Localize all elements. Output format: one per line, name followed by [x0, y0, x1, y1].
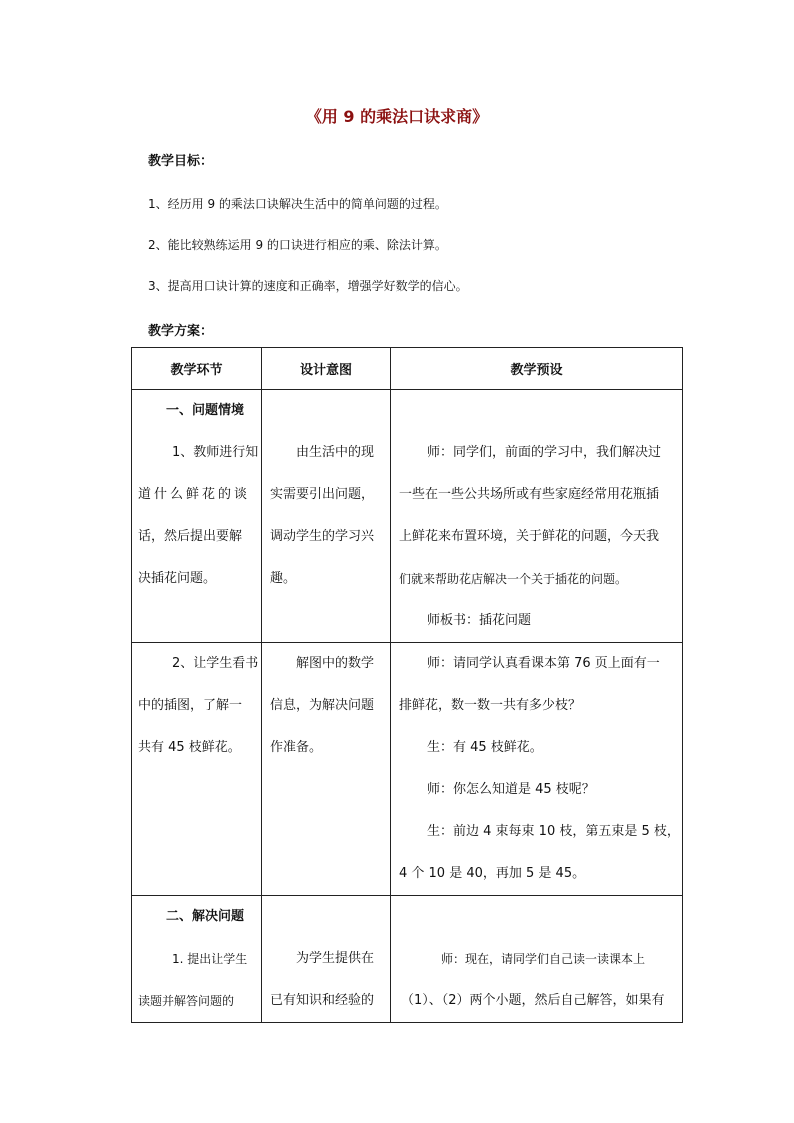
cell-line: 排鲜花，数一数一共有多少枝？ [399, 698, 582, 713]
cell-line: 解图中的数学 [296, 656, 375, 671]
table-header-row [132, 348, 683, 390]
stage-cell [132, 643, 262, 896]
cell-line: 调动学生的学习兴 [270, 529, 375, 544]
stage-cell [132, 896, 262, 1023]
stage-cell [132, 390, 262, 643]
table-row [132, 896, 683, 1023]
cell-line: 趣。 [270, 571, 297, 586]
cell-line: 师板书：插花问题 [427, 613, 532, 628]
cell-line: 道什么鲜花的谈 [138, 487, 251, 502]
section-heading: 二、解决问题 [166, 909, 245, 924]
cell-line: 上鲜花来布置环境，关于鲜花的问题，今天我 [399, 529, 660, 544]
cell-line: 2、让学生看书 [172, 656, 259, 671]
cell-line: 生：有 45 枝鲜花。 [427, 740, 543, 755]
plan-heading: 教学方案： [148, 324, 214, 339]
goal-1: 1、经历用 9 的乘法口诀解决生活中的简单问题的过程。 [148, 197, 447, 211]
cell-line: 共有 45 枝鲜花。 [138, 740, 241, 755]
cell-line: 师：请同学认真看课本第 76 页上面有一 [427, 656, 660, 671]
cell-line: 们就来帮助花店解决一个关于插花的问题。 [399, 572, 628, 586]
header-intent: 设计意图 [262, 348, 391, 390]
cell-line: 师：现在，请同学们自己读一读课本上 [441, 952, 646, 966]
goal-3: 3、提高用口诀计算的速度和正确率，增强学好数学的信心。 [148, 279, 468, 293]
goal-2: 2、能比较熟练运用 9 的口诀进行相应的乘、除法计算。 [148, 238, 447, 252]
cell-line: 4 个 10 是 40，再加 5 是 45。 [399, 866, 586, 881]
lesson-plan-table [131, 347, 683, 1023]
cell-line: 话，然后提出要解 [138, 529, 243, 544]
table-row [132, 390, 683, 643]
intent-cell [262, 390, 391, 643]
cell-line: （1）、（2）两个小题，然后自己解答，如果有 [401, 993, 665, 1008]
cell-line: 生：前边 4 束每束 10 枝，第五束是 5 枝， [427, 824, 680, 839]
preset-cell [391, 896, 683, 1023]
header-preset: 教学预设 [391, 348, 683, 390]
section-heading: 一、问题情境 [166, 403, 245, 418]
goals-heading: 教学目标： [148, 154, 214, 169]
header-stage: 教学环节 [132, 348, 262, 390]
cell-line: 为学生提供在 [296, 951, 375, 966]
document-title: 《用 9 的乘法口诀求商》 [305, 107, 489, 126]
cell-line: 1、教师进行知 [172, 445, 259, 460]
intent-cell [262, 643, 391, 896]
preset-cell [391, 390, 683, 643]
cell-line: 1. 提出让学生 [172, 952, 248, 966]
cell-line: 作准备。 [270, 740, 323, 755]
intent-cell [262, 896, 391, 1023]
preset-cell [391, 643, 683, 896]
cell-line: 师：你怎么知道是 45 枝呢？ [427, 782, 595, 797]
cell-line: 信息，为解决问题 [270, 698, 375, 713]
table-row [132, 643, 683, 896]
cell-line: 读题并解答问题的 [138, 994, 235, 1008]
cell-line: 师：同学们，前面的学习中，我们解决过 [427, 445, 662, 460]
cell-line: 由生活中的现 [296, 445, 375, 460]
cell-line: 一些在一些公共场所或有些家庭经常用花瓶插 [399, 487, 660, 502]
cell-line: 决插花问题。 [138, 571, 217, 586]
cell-line: 实需要引出问题， [270, 487, 375, 502]
cell-line: 中的插图，了解一 [138, 698, 243, 713]
cell-line: 已有知识和经验的 [270, 993, 375, 1008]
